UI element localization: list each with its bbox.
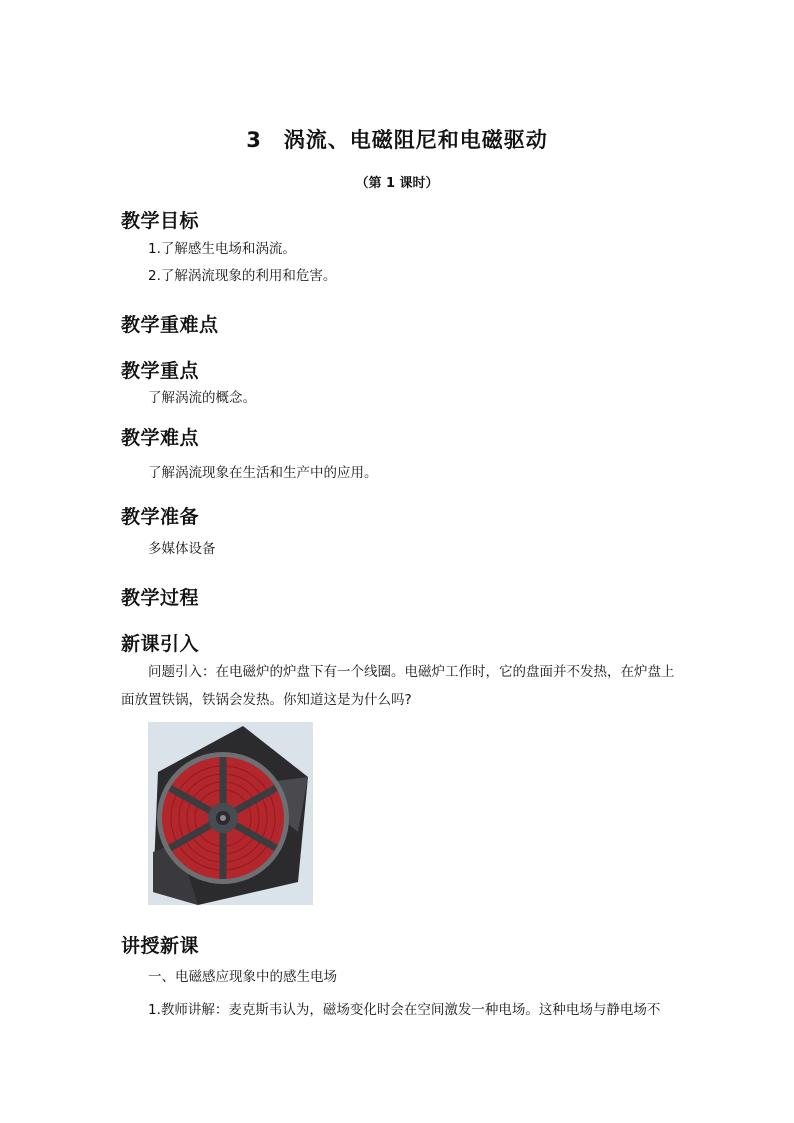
induction-cooker-coil-photo — [148, 722, 313, 905]
key-points-text: 了解涡流的概念。 — [148, 390, 256, 406]
heading-key-points: 教学重点 — [121, 360, 200, 382]
heading-teaching-process: 教学过程 — [121, 587, 200, 609]
heading-preparation: 教学准备 — [121, 506, 200, 528]
teach-paragraph-1: 1.教师讲解：麦克斯韦认为，磁场变化时会在空间激发一种电场。这种电场与静电场不 — [148, 1002, 661, 1018]
preparation-text: 多媒体设备 — [148, 541, 216, 557]
heading-difficult-points: 教学难点 — [121, 427, 200, 449]
page-subtitle: （第 1 课时） — [355, 176, 439, 191]
teach-subheading-1: 一、电磁感应现象中的感生电场 — [148, 969, 337, 985]
intro-paragraph: 问题引入：在电磁炉的炉盘下有一个线圈。电磁炉工作时，它的盘面并不发热，在炉盘上面放置铁锅，铁锅会发热。你知道这是为什么吗? — [121, 664, 675, 708]
heading-new-lesson-intro: 新课引入 — [121, 633, 200, 655]
page-title: 3 涡流、电磁阻尼和电磁驱动 — [246, 128, 548, 152]
heading-teaching-goals: 教学目标 — [121, 210, 200, 232]
heading-teach-new-lesson: 讲授新课 — [121, 935, 200, 957]
goal-item-1: 1.了解感生电场和涡流。 — [148, 241, 296, 257]
difficult-points-text: 了解涡流现象在生活和生产中的应用。 — [148, 465, 378, 481]
heading-key-difficult: 教学重难点 — [121, 314, 219, 336]
goal-item-2: 2.了解涡流现象的利用和危害。 — [148, 268, 337, 284]
